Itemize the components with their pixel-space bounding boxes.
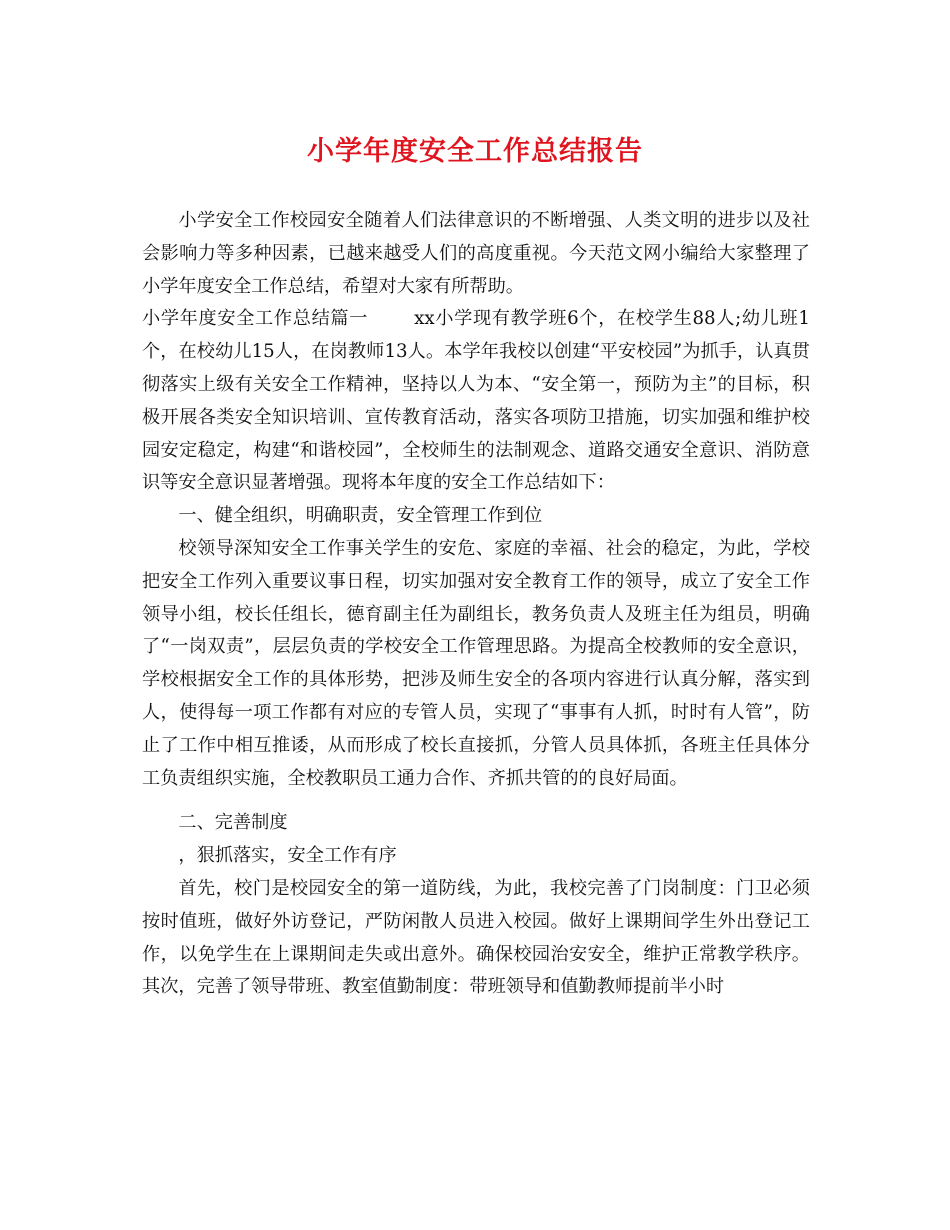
gate-system-paragraph: 首先，校门是校园安全的第一道防线，为此，我校完善了门岗制度：门卫必须按时值班，做好外访登记，严防闲散人员进入校园。做好上课期间学生外出登记工作，以免学生在上课期间走失或出意外。确保校园治安安全，维护正常教学秩序。其次，完善了领导带班、教室值勤制度：带班领导和值勤教师提前半小时 <box>142 877 810 998</box>
document-title: 小学年度安全工作总结报告 <box>307 136 643 167</box>
heading-system: 二、完善制度 <box>178 812 288 834</box>
document-body <box>142 205 810 1004</box>
organization-paragraph: 校领导深知安全工作事关学生的安危、家庭的幸福、社会的稳定，为此，学校把安全工作列入重要议事日程，切实加强对安全教育工作的领导，成立了安全工作领导小组，校长任组长，德育副主任为副组长，教务负责人及班主任为组员，明确了“一岗双责”，层层负责的学校安全工作管理思路。为提高全校教师的安全意识，学校根据安全工作的具体形势，把涉及师生安全的各项内容进行认真分解，落实到人，使得每一项工作都有对应的专管人员，实现了“事事有人抓，时时有人管”，防止了工作中相互推诿，从而形成了校长直接抓，分管人员具体抓，各班主任具体分工负责组织实施，全校教职员工通力合作、齐抓共管的的良好局面。 <box>142 537 810 789</box>
intro-paragraph: 小学安全工作校园安全随着人们法律意识的不断增强、人类文明的进步以及社会影响力等多种因素，已越来越受人们的高度重视。今天范文网小编给大家整理了小学年度安全工作总结，希望对大家有所帮助。 <box>142 210 810 297</box>
heading-system-continuation: ，狠抓落实，安全工作有序 <box>178 845 397 867</box>
school-overview-text: xx小学现有教学班6个，在校学生88人;幼儿班1个，在校幼儿15人，在岗教师13人。本学年我校以创建“平安校园”为抓手，认真贯彻落实上级有关安全工作精神，坚持以人为本、“安全第一，预防为主”的目标，积极开展各类安全知识培训、宣传教育活动，落实各项防卫措施，切实加强和维护校园安定稳定，构建“和谐校园”，全校师生的法制观念、道路交通安全意识、消防意识等安全意识显著增强。现将本年度的安全工作总结如下： <box>142 308 810 494</box>
heading-organization: 一、健全组织，明确职责，安全管理工作到位 <box>178 505 543 527</box>
summary-part-one-paragraph <box>142 303 810 500</box>
section-label: 小学年度安全工作总结篇一 <box>142 308 369 330</box>
